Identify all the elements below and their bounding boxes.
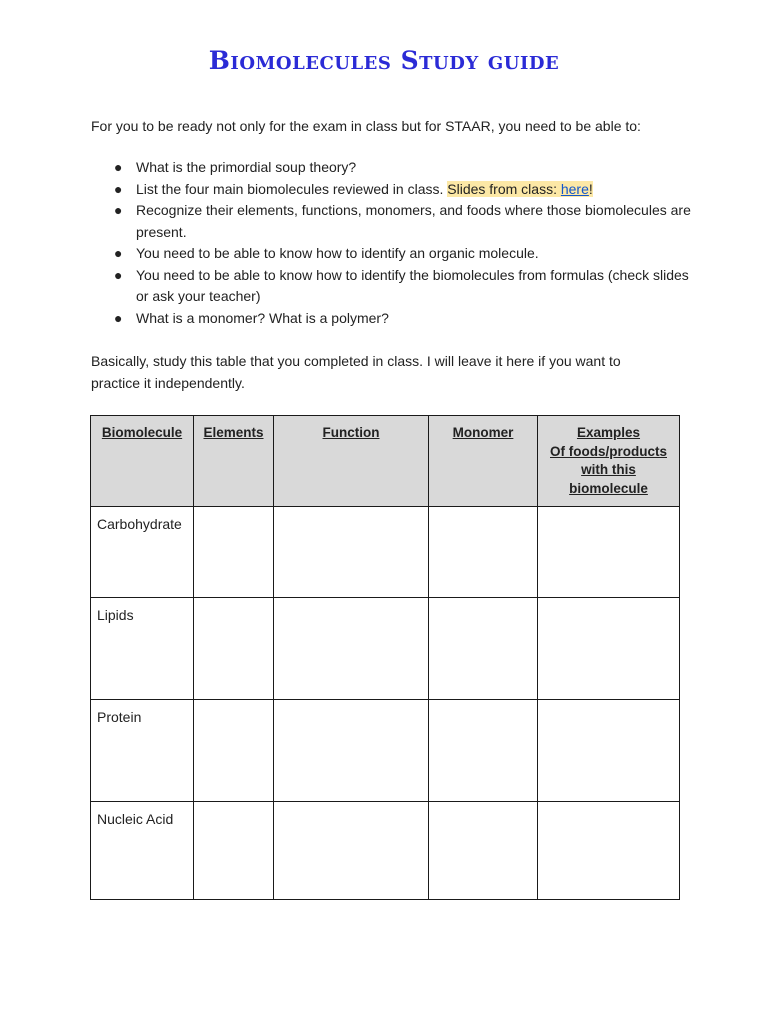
bullet-icon: ● [114,159,123,175]
list-item-text: What is a monomer? What is a polymer? [136,309,389,326]
bullet-icon: ● [114,180,123,197]
list-item-text: Recognize their elements, functions, monomers, and foods where those biomolecules are present. [136,202,691,240]
slides-link[interactable]: here [560,180,589,197]
list-item-text: You need to be able to know how to identify an organic molecule. [136,245,539,261]
row-label-carbohydrate: Carbohydrate [91,507,194,598]
table-row [91,507,680,598]
bullet-icon: ● [114,266,123,283]
cell-elements[interactable] [194,802,274,900]
cell-monomer[interactable] [429,700,538,802]
row-label-nucleic-acid: Nucleic Acid [91,802,194,900]
table-row [91,802,680,900]
list-item [91,265,691,308]
table-row [91,700,680,802]
cell-monomer[interactable] [429,507,538,598]
biomolecules-table [90,415,680,900]
slides-highlight [447,181,593,197]
cell-monomer[interactable] [429,802,538,900]
cell-function[interactable] [274,507,429,598]
list-item-text: You need to be able to know how to identify the biomolecules from formulas (check slides or ask your teacher) [136,266,689,304]
list-item [91,157,691,179]
cell-examples[interactable] [538,598,680,700]
header-examples [538,416,680,507]
list-item [91,308,691,330]
header-examples-line: Examples [576,425,641,440]
list-item [91,179,691,201]
cell-examples[interactable] [538,802,680,900]
table-header-row [91,416,680,507]
cell-elements[interactable] [194,598,274,700]
cell-function[interactable] [274,802,429,900]
cell-function[interactable] [274,598,429,700]
header-biomolecule: Biomolecule [91,416,194,507]
page-title: Biomolecules Study guide [208,46,560,75]
bullet-icon: ● [114,202,123,218]
list-item [91,200,691,243]
header-elements: Elements [194,416,274,507]
row-label-lipids: Lipids [91,598,194,700]
row-label-protein: Protein [91,700,194,802]
bullet-icon: ● [114,309,123,326]
header-function: Function [274,416,429,507]
header-examples-line: with this [581,462,636,477]
cell-elements[interactable] [194,700,274,802]
slides-exclamation: ! [588,180,593,197]
cell-function[interactable] [274,700,429,802]
header-examples-line: Of foods/products [550,443,667,459]
list-item-text: What is the primordial soup theory? [136,159,357,175]
intro-text: For you to be ready not only for the exam in class but for STAAR, you need to be able to: [91,118,641,134]
table-instructions: Basically, study this table that you completed in class. I will leave it here if you want to practice it independently. [91,353,621,391]
bullet-icon: ● [114,245,123,261]
cell-examples[interactable] [538,507,680,598]
list-item [91,243,691,265]
header-monomer: Monomer [429,416,538,507]
table-row [91,598,680,700]
cell-examples[interactable] [538,700,680,802]
requirements-list [91,157,691,329]
header-examples-line: biomolecule [569,480,648,496]
cell-monomer[interactable] [429,598,538,700]
cell-elements[interactable] [194,507,274,598]
slides-label: Slides from class: [447,180,561,197]
list-item-text: List the four main biomolecules reviewed in class. [136,180,448,197]
